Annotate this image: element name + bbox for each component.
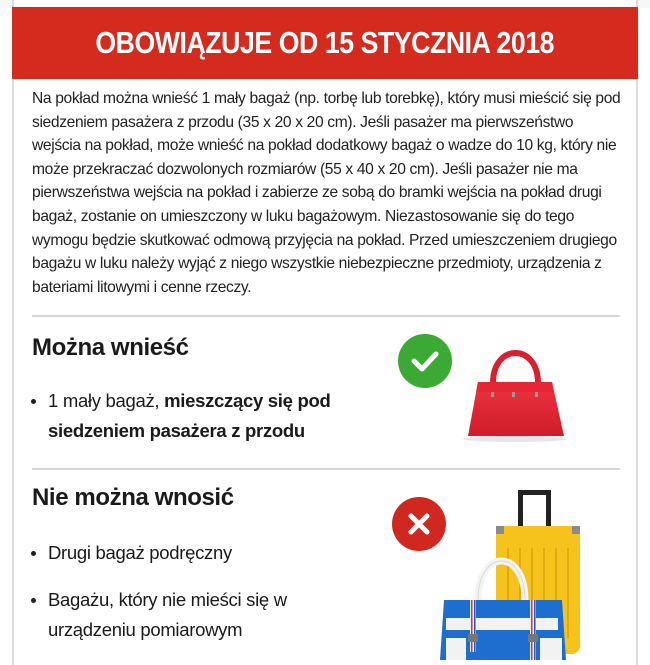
list-item: Bagażu, który nie mieści się w urządzeniu pomiarowym [30, 585, 360, 645]
section-divider [32, 315, 620, 317]
checkmark-icon [398, 334, 452, 388]
not-allowed-list [30, 538, 360, 645]
intro-paragraph: Na pokład można wnieść 1 mały bagaż (np. torbę lub torebkę), który musi mieścić się pod siedzeniem pasażera z przodu (35 x 20 x 20 cm). Jeśli pasażer ma pierwszeństwo wejścia na pokład, może wnieść na pokład dodatkowy bagaż o wadze do 10 kg, który nie może przekraczać dozwolonych rozmiarów (55 x 40 x 20 cm). Jeśli pasażer nie ma pierwszeństwa wejścia na pokład i zabierze ze sobą do bramki wejścia na pokład drugi bagaż, zostanie on umieszczony w luku bagażowym. Niezastosowanie się do tego wymogu będzie skutkować odmową przyjęcia na pokład. Przed umieszczeniem drugiego bagażu w luku należy wyjąć z niego wszystkie niebezpieczne przedmioty, urządzenia z bateriami litowymi i cenne rzeczy. [32, 90, 621, 296]
section-divider [32, 468, 620, 470]
header-banner [12, 7, 638, 79]
list-item [30, 386, 390, 446]
allowed-list [30, 386, 390, 446]
luggage-illustration [430, 488, 595, 665]
handbag-illustration [448, 338, 578, 442]
list-item: Drugi bagaż podręczny [30, 538, 360, 568]
allowed-item-emphasis: mieszczący się pod siedzeniem pasażera z przodu [48, 390, 331, 441]
not-allowed-section-title: Nie można wnosić [32, 484, 234, 511]
allowed-section-title: Można wnieść [32, 334, 189, 361]
allowed-item-prefix: 1 mały bagaż, [48, 390, 165, 411]
header-title: OBOWIĄZUJE OD 15 STYCZNIA 2018 [95, 25, 555, 60]
